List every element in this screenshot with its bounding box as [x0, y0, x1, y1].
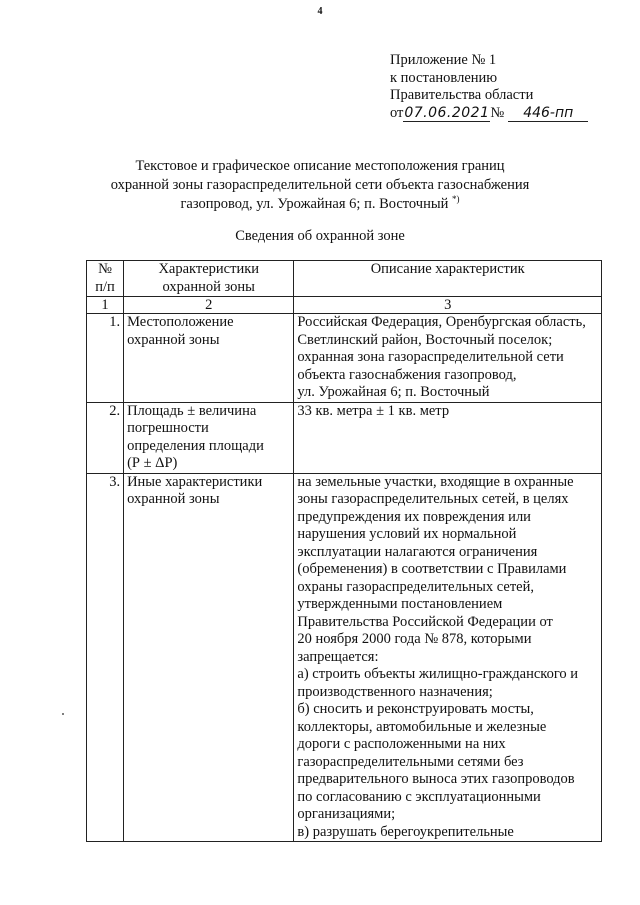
- appendix-line-3: Правительства области: [390, 87, 534, 103]
- appendix-from: от: [390, 104, 404, 121]
- appendix-date-line: [390, 105, 588, 123]
- page-number: 4: [317, 6, 323, 17]
- cell-line: в) разрушать берегоукрепительные: [297, 823, 514, 840]
- cell-line: предварительного выноса этих газопроводов: [297, 771, 575, 787]
- cell-line: Иные характеристики: [127, 473, 263, 490]
- cell-line: дороги с расположенными на них: [297, 736, 506, 752]
- cell-line: утвержденными постановлением: [297, 596, 503, 612]
- cell-line: охраны газораспределительных сетей,: [297, 578, 535, 595]
- row-number: 2.: [87, 402, 124, 473]
- scan-speck: [62, 713, 64, 715]
- cell-line: по согласованию с эксплуатационными: [297, 788, 541, 805]
- title-line-2: охранной зоны газораспределительной сети объекта газоснабжения: [110, 177, 530, 193]
- cell-line: охранная зона газораспределительной сети: [297, 349, 564, 365]
- cell-line: определения площади: [127, 437, 264, 454]
- cell-line: а) строить объекты жилищно-гражданского и: [297, 666, 579, 682]
- cell-line: организациями;: [297, 806, 396, 822]
- cell-line: газораспределительными сетями без: [297, 753, 524, 770]
- cell-line: погрешности: [127, 420, 209, 436]
- number-sign: №: [490, 104, 505, 121]
- cell-line: коллекторы, автомобильные и железные: [297, 718, 547, 735]
- cell-line: б) сносить и реконструировать мосты,: [297, 701, 534, 717]
- title-line-3: [60, 195, 580, 214]
- cell-line: нарушения условий их нормальной: [297, 526, 517, 542]
- row-description: [294, 402, 602, 473]
- table-numbering-row: [87, 297, 602, 314]
- row-number: 1.: [87, 314, 124, 403]
- row-description: [294, 473, 602, 842]
- numbering-cell: 3: [294, 297, 602, 314]
- numbering-cell: 1: [87, 297, 124, 314]
- cell-line: зоны газораспределительных сетей, в целях: [297, 491, 569, 507]
- table-row: [87, 314, 602, 403]
- cell-line: Местоположение: [127, 314, 234, 330]
- cell-line: объекта газоснабжения газопровод,: [297, 366, 517, 383]
- header-text: Описание характеристик: [370, 261, 525, 277]
- cell-line: 33 кв. метра ± 1 кв. метр: [297, 402, 450, 419]
- title-line-3-text: газопровод, ул. Урожайная 6; п. Восточный: [180, 196, 449, 212]
- cell-line: охранной зоны: [127, 331, 220, 348]
- appendix-line-1: Приложение № 1: [390, 52, 497, 68]
- cell-line: охранной зоны: [127, 491, 220, 507]
- handwritten-date: 07.06.2021: [404, 104, 490, 121]
- header-text: №: [98, 261, 112, 277]
- table-header-row: [87, 261, 602, 297]
- cell-line: Площадь ± величина: [127, 402, 257, 419]
- table-row: [87, 473, 602, 842]
- row-name: [124, 402, 294, 473]
- cell-line: ул. Урожайная 6; п. Восточный: [297, 384, 490, 400]
- row-name: [124, 314, 294, 403]
- zone-info-table: [86, 260, 602, 842]
- table-row: [87, 402, 602, 473]
- numbering-cell: 2: [124, 297, 294, 314]
- header-text: п/п: [95, 278, 115, 295]
- cell-line: Российская Федерация, Оренбургская область,: [297, 314, 586, 330]
- cell-line: производственного назначения;: [297, 683, 493, 700]
- document-title: [60, 157, 580, 214]
- row-number: 3.: [87, 473, 124, 842]
- header-text: охранной зоны: [162, 278, 255, 295]
- title-line-1: Текстовое и графическое описание местоположения границ: [135, 158, 505, 174]
- section-subtitle: Сведения об охранной зоне: [235, 228, 405, 244]
- footnote-mark: *): [452, 194, 460, 205]
- cell-line: Правительства Российской Федерации от: [297, 613, 553, 630]
- cell-line: на земельные участки, входящие в охранные: [297, 473, 574, 490]
- header-text: Характеристики: [158, 261, 260, 277]
- cell-line: предупреждения их повреждения или: [297, 508, 531, 525]
- row-description: [294, 314, 602, 403]
- row-name: [124, 473, 294, 842]
- header-col-description: [294, 261, 602, 297]
- cell-line: Светлинский район, Восточный поселок;: [297, 331, 553, 348]
- cell-line: 20 ноября 2000 года № 878, которыми: [297, 631, 532, 647]
- cell-line: запрещается:: [297, 648, 379, 665]
- cell-line: эксплуатации налагаются ограничения: [297, 543, 538, 560]
- appendix-block: [390, 52, 588, 122]
- header-col-characteristics: [124, 261, 294, 297]
- cell-line: (обременения) в соответствии с Правилами: [297, 561, 567, 577]
- appendix-line-2: к постановлению: [390, 69, 498, 86]
- cell-line: (Р ± ΔР): [127, 455, 178, 471]
- header-col-number: [87, 261, 124, 297]
- handwritten-number: 446-пп: [508, 106, 588, 122]
